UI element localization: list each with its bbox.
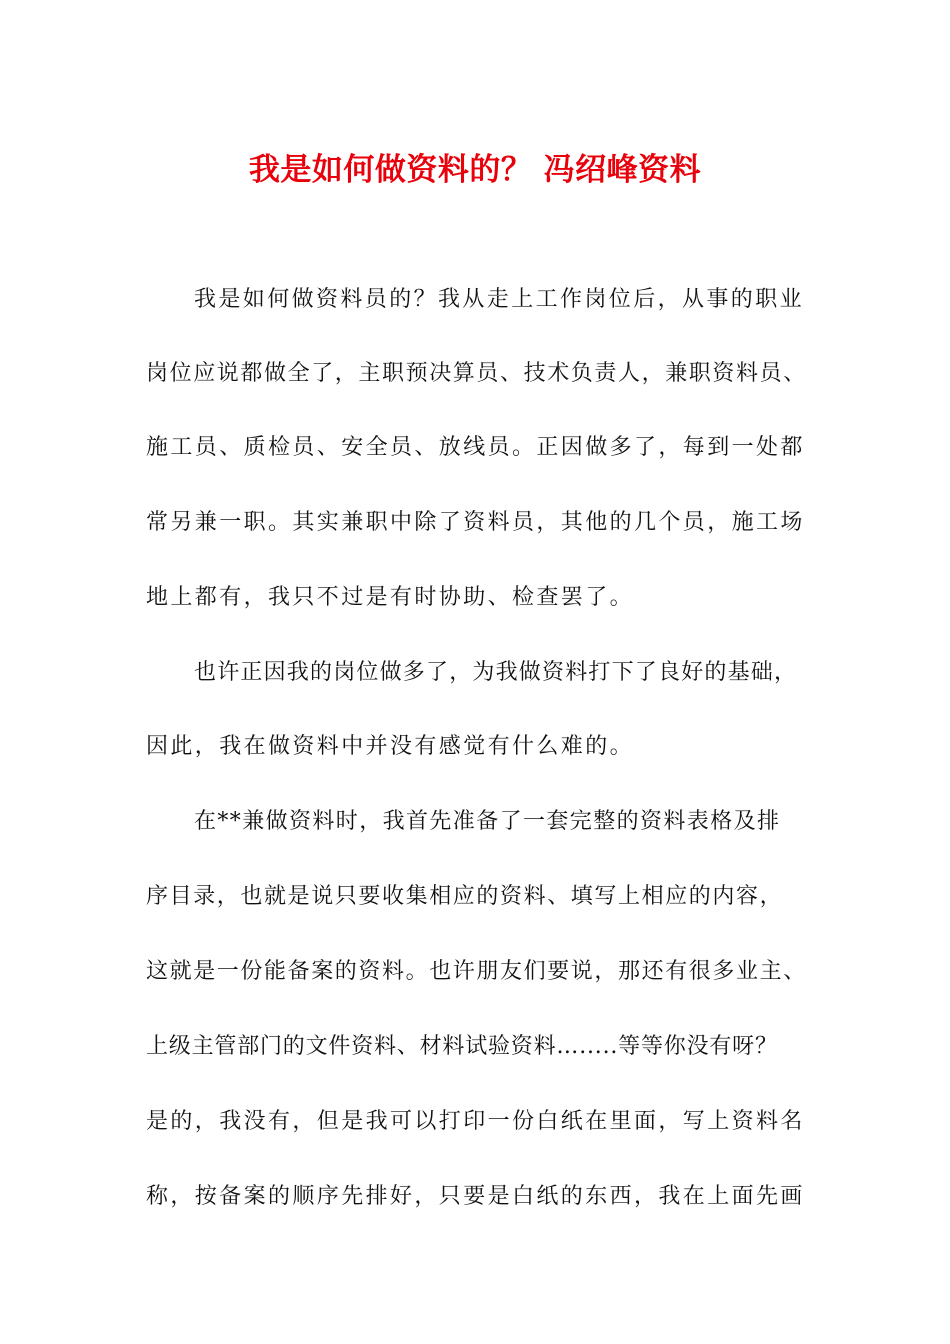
paragraph-3-line-5: 是的，我没有，但是我可以打印一份白纸在里面，写上资料名 <box>146 1109 805 1134</box>
paragraph-3-line-3: 这就是一份能备案的资料。也许朋友们要说，那还有很多业主、 <box>146 959 807 984</box>
paragraph-2-line-1: 也许正因我的岗位做多了，为我做资料打下了良好的基础， <box>194 660 798 685</box>
paragraph-1-line-1: 我是如何做资料员的？我从走上工作岗位后，从事的职业 <box>194 287 805 312</box>
paragraph-3-line-6: 称，按备案的顺序先排好，只要是白纸的东西，我在上面先画 <box>146 1184 805 1209</box>
paragraph-3-line-1: 在**兼做资料时，我首先准备了一套完整的资料表格及排 <box>194 809 781 834</box>
paragraph-3-line-2: 序目录，也就是说只要收集相应的资料、填写上相应的内容， <box>146 884 784 909</box>
paragraph-1-line-3: 施工员、质检员、安全员、放线员。正因做多了，每到一处都 <box>146 435 805 460</box>
paragraph-1-line-2: 岗位应说都做全了，主职预决算员、技术负责人，兼职资料员、 <box>146 361 807 386</box>
paragraph-1-line-4: 常另兼一职。其实兼职中除了资料员，其他的几个员，施工场 <box>146 510 805 535</box>
paragraph-2-line-2: 因此，我在做资料中并没有感觉有什么难的。 <box>146 734 635 759</box>
document-title: 我是如何做资料的？ 冯绍峰资料 <box>248 152 702 188</box>
paragraph-1-line-5: 地上都有，我只不过是有时协助、检查罢了。 <box>146 585 635 610</box>
paragraph-3-line-4: 上级主管部门的文件资料、材料试验资料….....等等你没有呀？ <box>146 1034 778 1059</box>
